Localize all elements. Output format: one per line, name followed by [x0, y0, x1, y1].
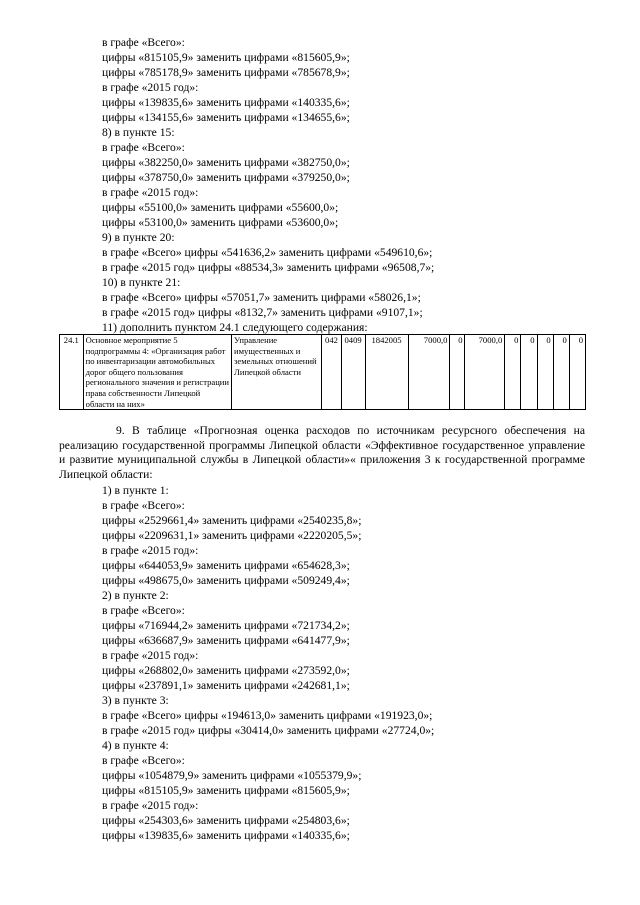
rzpr-code: 0409	[341, 335, 365, 410]
value-2015: 7000,0	[465, 335, 505, 410]
text-line: цифры «268802,0» заменить цифрами «273592,0»;	[102, 664, 350, 677]
text-line: в графе «Всего»:	[102, 604, 185, 617]
row-number: 24.1	[60, 335, 84, 410]
text-line: цифры «139835,6» заменить цифрами «140335,6»;	[102, 96, 350, 109]
text-line: в графе «Всего»:	[102, 141, 185, 154]
total-value: 7000,0	[408, 335, 450, 410]
text-line: в графе «2015 год»:	[102, 649, 199, 662]
text-line: цифры «237891,1» заменить цифрами «242681,1»;	[102, 679, 350, 692]
program-table	[59, 334, 586, 410]
csr-code: 1842005	[365, 335, 408, 410]
text-line: цифры «382250,0» заменить цифрами «382750,0»;	[102, 156, 350, 169]
text-line: цифры «254303,6» заменить цифрами «254803,6»;	[102, 814, 350, 827]
text-line: в графе «Всего»:	[102, 499, 185, 512]
text-line: цифры «716944,2» заменить цифрами «721734,2»;	[102, 619, 350, 632]
text-line: в графе «Всего» цифры «57051,7» заменить цифрами «58026,1»;	[102, 291, 421, 304]
text-line: в графе «2015 год»:	[102, 81, 199, 94]
text-line: в графе «2015 год»:	[102, 186, 199, 199]
text-line: в графе «Всего»:	[102, 754, 185, 767]
text-line: цифры «139835,6» заменить цифрами «140335,6»;	[102, 829, 350, 842]
text-line: цифры «815105,9» заменить цифрами «815605,9»;	[102, 51, 350, 64]
text-line: цифры «378750,0» заменить цифрами «379250,0»;	[102, 171, 350, 184]
text-line: цифры «815105,9» заменить цифрами «815605,9»;	[102, 784, 350, 797]
text-line: цифры «53100,0» заменить цифрами «53600,0»;	[102, 216, 339, 229]
value-2016: 0	[505, 335, 521, 410]
text-line: цифры «644053,9» заменить цифрами «654628,3»;	[102, 559, 350, 572]
text-line: цифры «498675,0» заменить цифрами «509249,4»;	[102, 574, 350, 587]
value-2020: 0	[569, 335, 585, 410]
text-line: цифры «2209631,1» заменить цифрами «2220205,5»;	[102, 529, 362, 542]
grbs-code: 042	[322, 335, 341, 410]
text-line: 11) дополнить пунктом 24.1 следующего содержания:	[102, 321, 368, 334]
text-line: 8) в пункте 15:	[102, 126, 175, 139]
text-line: цифры «636687,9» заменить цифрами «641477,9»;	[102, 634, 350, 647]
text-line: в графе «2015 год»:	[102, 544, 199, 557]
text-line: 1) в пункте 1:	[102, 484, 169, 497]
text-line: в графе «2015 год» цифры «30414,0» заменить цифрами «27724,0»;	[102, 724, 435, 737]
measure-name: Основное мероприятие 5 подпрограммы 4: «Организация работ по инвентаризации автомобильных дорог общего пользования регионального значения и регистрации права собственности Липецкой области на них»	[83, 335, 231, 410]
text-line: в графе «Всего»:	[102, 36, 185, 49]
text-line: цифры «1054879,9» заменить цифрами «1055379,9»;	[102, 769, 362, 782]
text-line: 3) в пункте 3:	[102, 694, 169, 707]
text-line: цифры «134155,6» заменить цифрами «134655,6»;	[102, 111, 350, 124]
text-line: 9) в пункте 20:	[102, 231, 175, 244]
text-line: в графе «Всего» цифры «194613,0» заменить цифрами «191923,0»;	[102, 709, 433, 722]
text-line: в графе «Всего» цифры «541636,2» заменить цифрами «549610,6»;	[102, 246, 433, 259]
text-line: цифры «785178,9» заменить цифрами «785678,9»;	[102, 66, 350, 79]
text-line: 2) в пункте 2:	[102, 589, 169, 602]
value-2017: 0	[521, 335, 537, 410]
value-2014: 0	[450, 335, 465, 410]
text-line: 10) в пункте 21:	[102, 276, 181, 289]
paragraph-9	[59, 424, 585, 483]
text-line: цифры «55100,0» заменить цифрами «55600,0»;	[102, 201, 339, 214]
value-2018: 0	[537, 335, 553, 410]
executor: Управление имущественных и земельных отношений Липецкой области	[232, 335, 322, 410]
paragraph-text: 9. В таблице «Прогнозная оценка расходов по источникам ресурсного обеспечения на реализацию государственной программы Липецкой области «Эффективное государственное управление и развитие муниципальной службы в Липецкой области»« приложения 3 к государственной программе Липецкой области:	[59, 424, 585, 482]
text-line: в графе «2015 год» цифры «8132,7» заменить цифрами «9107,1»;	[102, 306, 423, 319]
text-line: в графе «2015 год»:	[102, 799, 199, 812]
text-line: 4) в пункте 4:	[102, 739, 169, 752]
table-row	[60, 335, 586, 410]
value-2019: 0	[553, 335, 569, 410]
text-line: цифры «2529661,4» заменить цифрами «2540235,8»;	[102, 514, 362, 527]
text-line: в графе «2015 год» цифры «88534,3» заменить цифрами «96508,7»;	[102, 261, 435, 274]
